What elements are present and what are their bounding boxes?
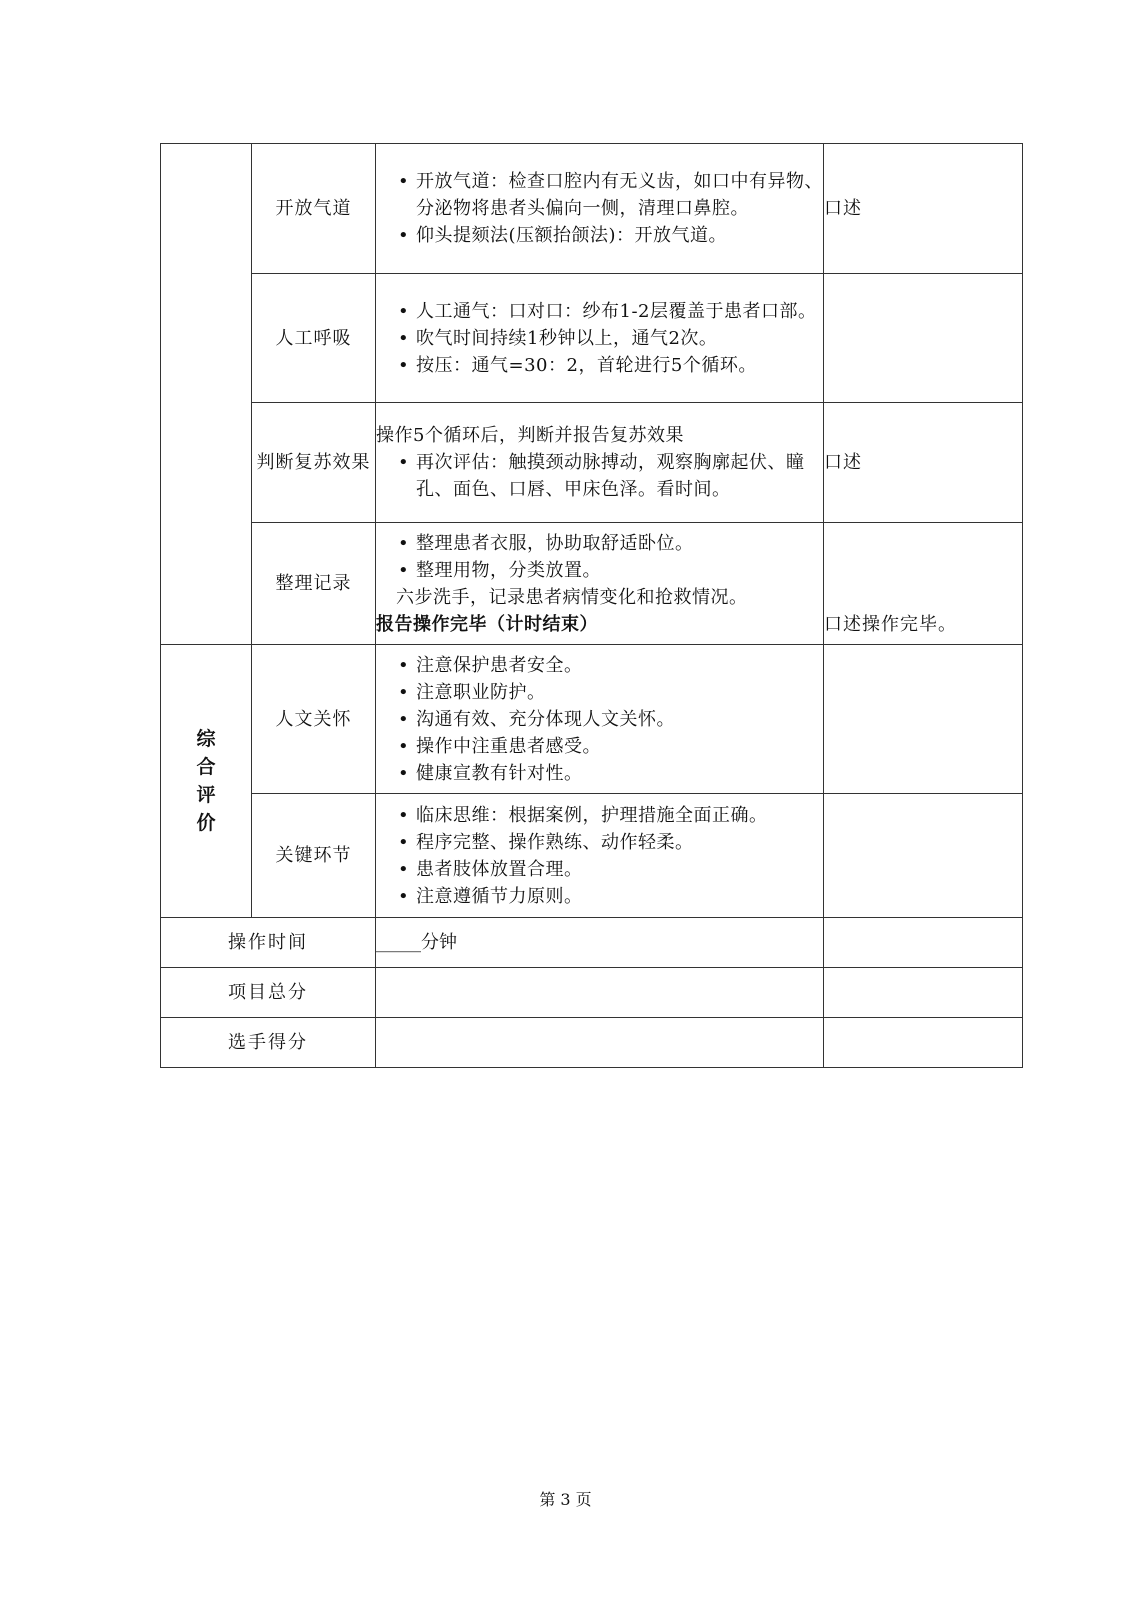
category-char: 评	[196, 784, 216, 806]
player-score-label: 选手得分	[161, 1018, 376, 1068]
table-row	[161, 1018, 1023, 1068]
note-cell: 口述	[824, 144, 1023, 274]
note-cell: 口述	[824, 403, 1023, 523]
step-label: 人工呼吸	[252, 274, 376, 403]
lead-text: 操作5个循环后，判断并报告复苏效果	[376, 425, 684, 446]
list-item: • 临床思维：根据案例，护理措施全面正确。	[398, 802, 823, 829]
step-content	[376, 645, 824, 794]
operation-time-label: 操作时间	[161, 918, 376, 968]
list-item: • 操作中注重患者感受。	[398, 733, 823, 760]
step-label: 开放气道	[252, 144, 376, 274]
table-row	[161, 645, 1023, 794]
list-item: • 吹气时间持续1秒钟以上，通气2次。	[398, 325, 823, 352]
step-label: 关键环节	[252, 794, 376, 918]
list-item: • 开放气道：检查口腔内有无义齿，如口中有异物、分泌物将患者头偏向一侧，清理口鼻腔。	[398, 168, 823, 222]
category-char: 合	[196, 756, 216, 778]
step-label: 判断复苏效果	[252, 403, 376, 523]
table-row	[161, 918, 1023, 968]
page-number: 第 3 页	[539, 1490, 592, 1509]
list-item: • 整理患者衣服，协助取舒适卧位。	[398, 530, 823, 557]
step-content	[376, 274, 824, 403]
step-label: 人文关怀	[252, 645, 376, 794]
category-cell-empty	[161, 144, 252, 645]
category-char: 综	[196, 728, 216, 750]
list-item: • 注意遵循节力原则。	[398, 883, 823, 910]
list-item: • 再次评估：触摸颈动脉搏动，观察胸廓起伏、瞳孔、面色、口唇、甲床色泽。看时间。	[398, 449, 823, 503]
list-item: • 注意保护患者安全。	[398, 652, 823, 679]
category-char: 价	[196, 812, 216, 834]
note-cell-empty	[824, 794, 1023, 918]
plain-text: 六步洗手，记录患者病情变化和抢救情况。	[396, 586, 748, 608]
list-item: • 按压：通气=30：2，首轮进行5个循环。	[398, 352, 823, 379]
total-score-label: 项目总分	[161, 968, 376, 1018]
category-cell	[161, 645, 252, 918]
note-cell: 口述操作完毕。	[824, 523, 1023, 645]
operation-time-value: _____分钟	[376, 918, 824, 968]
list-item: • 健康宣教有针对性。	[398, 760, 823, 787]
list-item: • 患者肢体放置合理。	[398, 856, 823, 883]
list-item: • 沟通有效、充分体现人文关怀。	[398, 706, 823, 733]
table-row	[161, 274, 1023, 403]
list-item: • 仰头提颏法(压额抬颌法)：开放气道。	[398, 222, 823, 249]
scoring-table	[160, 143, 1023, 1068]
total-score-value	[376, 968, 824, 1018]
player-score-value	[376, 1018, 824, 1068]
list-item: • 整理用物，分类放置。	[398, 557, 823, 584]
bold-text: 报告操作完毕（计时结束）	[376, 613, 598, 635]
list-item: • 人工通气：口对口：纱布1-2层覆盖于患者口部。	[398, 298, 823, 325]
table-row	[161, 523, 1023, 645]
step-content	[376, 144, 824, 274]
table-row	[161, 968, 1023, 1018]
step-content	[376, 403, 824, 523]
step-label: 整理记录	[252, 523, 376, 645]
note-cell-empty	[824, 968, 1023, 1018]
list-item: • 程序完整、操作熟练、动作轻柔。	[398, 829, 823, 856]
note-cell-empty	[824, 1018, 1023, 1068]
step-content	[376, 523, 824, 645]
step-content	[376, 794, 824, 918]
note-cell-empty	[824, 645, 1023, 794]
note-cell	[824, 274, 1023, 403]
list-item: • 注意职业防护。	[398, 679, 823, 706]
table-row	[161, 144, 1023, 274]
table-row	[161, 403, 1023, 523]
table-row	[161, 794, 1023, 918]
note-cell-empty	[824, 918, 1023, 968]
